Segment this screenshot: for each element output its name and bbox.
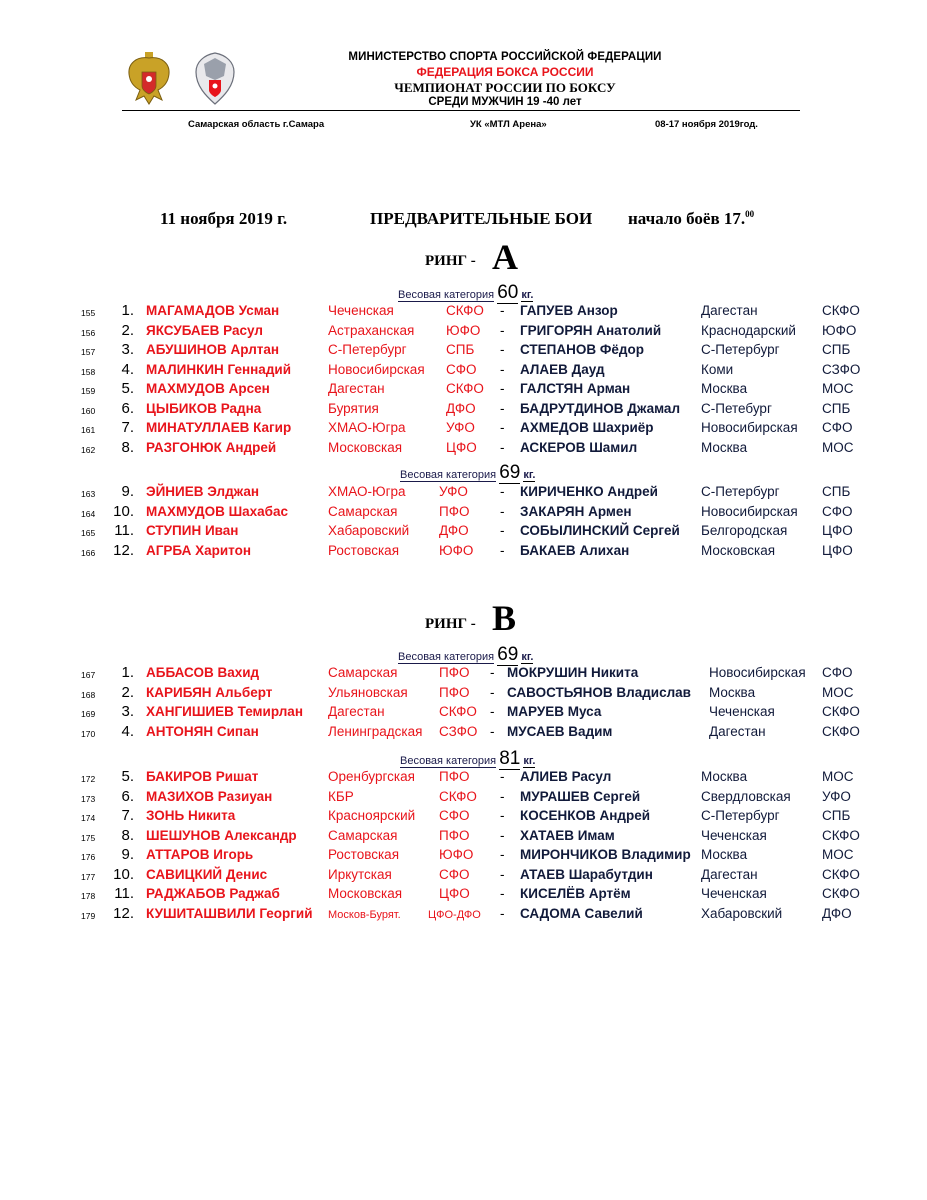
stage-title: ПРЕДВАРИТЕЛЬНЫЕ БОИ	[370, 209, 593, 228]
bout-blue-fd: СФО	[822, 665, 853, 680]
bout-dash: -	[490, 665, 495, 680]
bout-row	[0, 401, 927, 420]
bout-red-fd: УФО	[446, 420, 475, 435]
bout-n: 1.	[121, 664, 134, 681]
bout-n: 11.	[114, 885, 134, 902]
bout-dash: -	[500, 420, 505, 435]
bout-row	[0, 847, 927, 866]
bout-dash: -	[500, 808, 505, 823]
bout-no: 156	[81, 327, 96, 338]
bout-dash: -	[500, 484, 505, 499]
bout-no: 170	[81, 728, 96, 739]
bout-red-region: Ульяновская	[328, 684, 408, 700]
bout-red-region: Чеченская	[328, 303, 394, 318]
bout-blue-region: Москва	[701, 847, 748, 862]
bout-dash: -	[500, 542, 505, 558]
bout-blue: КИРИЧЕНКО Андрей	[520, 484, 658, 499]
bout-red: МАХМУДОВ Арсен	[146, 381, 270, 396]
start-time: начало боёв 17.00	[628, 209, 755, 228]
bout-row	[0, 362, 927, 381]
bout-red-fd: СКФО	[446, 303, 484, 318]
bout-blue-region: Москва	[709, 684, 756, 700]
bout-row	[0, 789, 927, 808]
bout-dash: -	[500, 303, 505, 318]
bout-blue-region: Коми	[701, 361, 734, 377]
bout-red-fd: ПФО	[439, 665, 470, 680]
bout-red-region: Самарская	[328, 665, 398, 680]
bout-blue-fd: МОС	[822, 381, 854, 396]
bout-red-region: С-Петербург	[328, 342, 407, 357]
bout-blue: АЛАЕВ Дауд	[520, 361, 605, 377]
bout-red: ЗОНЬ Никита	[146, 808, 236, 823]
bout-dash: -	[500, 523, 505, 538]
bout-red: КАРИБЯН Альберт	[146, 684, 273, 700]
bout-red: ЦЫБИКОВ Радна	[146, 400, 262, 416]
bout-blue: ГАПУЕВ Анзор	[520, 303, 618, 318]
bout-red-region: КБР	[328, 788, 354, 804]
bout-dash: -	[490, 723, 495, 739]
bout-no: 162	[81, 444, 96, 455]
bout-dash: -	[500, 322, 505, 338]
bout-n: 7.	[121, 807, 134, 824]
bout-blue: МОКРУШИН Никита	[507, 665, 639, 680]
bout-red-fd: ДФО	[446, 400, 476, 416]
category-title: СРЕДИ МУЖЧИН 19 -40 лет	[428, 96, 582, 108]
bout-n: 6.	[121, 399, 134, 417]
bout-red-region: Оренбургская	[328, 769, 415, 784]
bout-red: ЭЙНИЕВ Элджан	[146, 484, 260, 499]
bout-no: 177	[81, 871, 96, 882]
bout-row	[0, 828, 927, 847]
bout-red-region: Новосибирская	[328, 361, 425, 377]
bout-no: 178	[81, 891, 96, 901]
bout-red-region: Московская	[328, 886, 403, 901]
bout-red-fd: СФО	[439, 866, 470, 882]
bout-n: 2.	[121, 321, 134, 339]
bout-n: 10.	[113, 502, 134, 520]
bout-red-fd: СКФО	[439, 704, 477, 719]
bout-red: МАХМУДОВ Шахабас	[146, 503, 289, 519]
bout-red-region: ХМАО-Югра	[328, 420, 406, 435]
bout-blue-region: Новосибирская	[701, 503, 798, 519]
bout-no: 157	[81, 347, 96, 357]
bout-blue: МУРАШЕВ Сергей	[520, 788, 641, 804]
bout-red-region: Дагестан	[328, 704, 385, 719]
bout-red-region: Самарская	[328, 503, 398, 519]
bout-row	[0, 886, 927, 905]
bout-row	[0, 704, 927, 723]
bout-blue-fd: СПБ	[822, 808, 851, 823]
bout-red: МАЛИНКИН Геннадий	[146, 361, 291, 377]
event-dates: 08-17 ноября 2019год.	[655, 119, 758, 130]
bout-row	[0, 484, 927, 503]
bout-red-region: Москов-Бурят.	[328, 908, 401, 921]
bout-red-region: Ленинградская	[328, 723, 423, 739]
bout-blue-fd: СПБ	[822, 400, 851, 416]
bout-blue-fd: СКФО	[822, 704, 860, 719]
bout-red: МАЗИХОВ Разиуан	[146, 788, 273, 804]
bout-red-region: Дагестан	[328, 381, 385, 396]
bout-blue-region: Свердловская	[701, 788, 791, 804]
bout-blue: ЗАКАРЯН Армен	[520, 503, 632, 519]
bout-n: 9.	[121, 846, 134, 863]
bout-blue: САВОСТЬЯНОВ Владислав	[507, 684, 691, 700]
bout-red: БАКИРОВ Ришат	[146, 769, 259, 784]
bout-red-fd: УФО	[439, 484, 468, 499]
bout-red-fd: СЗФО	[439, 723, 478, 739]
bout-no: 155	[81, 308, 96, 318]
bout-blue: КОСЕНКОВ Андрей	[520, 808, 651, 823]
bout-blue-region: С-Петербург	[701, 484, 780, 499]
bout-red-fd: ЦФО-ДФО	[428, 908, 481, 921]
bout-no: 161	[81, 425, 96, 435]
bout-red: АГРБА Харитон	[146, 542, 251, 558]
bout-red-region: Ростовская	[328, 847, 400, 862]
bout-row	[0, 543, 927, 562]
bout-blue-region: Краснодарский	[701, 322, 796, 338]
bout-row	[0, 440, 927, 459]
championship-title: ЧЕМПИОНАТ РОССИИ ПО БОКСУ	[394, 80, 616, 95]
bout-red-region: Иркутская	[328, 866, 392, 882]
bout-blue-fd: СКФО	[822, 866, 860, 882]
bout-blue: ХАТАЕВ Имам	[520, 827, 615, 843]
bout-blue-fd: МОС	[822, 439, 854, 455]
bout-red: АТТАРОВ Игорь	[146, 847, 254, 862]
bout-row	[0, 724, 927, 743]
bout-row	[0, 808, 927, 827]
bout-blue-region: Белгородская	[701, 523, 788, 538]
ministry-title: МИНИСТЕРСТВО СПОРТА РОССИЙСКОЙ ФЕДЕРАЦИИ	[348, 51, 662, 63]
bout-row	[0, 906, 927, 925]
bout-red-fd: ЦФО	[439, 886, 470, 901]
bout-n: 11.	[114, 522, 134, 539]
bout-no: 159	[81, 386, 96, 396]
day-date: 11 ноября 2019 г.	[160, 209, 288, 228]
bout-row	[0, 504, 927, 523]
bout-red-region: Ростовская	[328, 542, 400, 558]
bout-no: 169	[81, 709, 96, 719]
bout-n: 8.	[121, 438, 134, 456]
bout-blue-region: Новосибирская	[701, 420, 798, 435]
bout-blue: МИРОНЧИКОВ Владимир	[520, 847, 691, 862]
bout-blue: САДОМА Савелий	[520, 905, 643, 921]
bout-red-fd: ДФО	[439, 523, 469, 538]
bout-dash: -	[490, 704, 495, 719]
bout-blue-fd: СКФО	[822, 886, 860, 901]
bout-n: 6.	[121, 787, 134, 805]
bout-blue-fd: СЗФО	[822, 361, 861, 377]
bout-blue-region: Москва	[701, 769, 748, 784]
bout-blue-region: Новосибирская	[709, 665, 806, 680]
bout-blue: АСКЕРОВ Шамил	[520, 439, 638, 455]
bout-n: 10.	[113, 865, 134, 883]
bout-blue-fd: МОС	[822, 847, 854, 862]
bout-blue-fd: ЦФО	[822, 523, 853, 538]
bout-blue: БАКАЕВ Алихан	[520, 542, 630, 558]
bout-n: 4.	[121, 722, 134, 740]
bout-row	[0, 342, 927, 361]
bout-n: 7.	[121, 419, 134, 436]
bout-red: МИНАТУЛЛАЕВ Кагир	[146, 420, 292, 435]
bout-dash: -	[490, 684, 495, 700]
bout-row	[0, 867, 927, 886]
bout-red-region: Бурятия	[328, 400, 379, 416]
bout-red-fd: СПБ	[446, 342, 475, 357]
bout-blue-region: С-Петербург	[701, 342, 780, 357]
bout-no: 179	[81, 910, 96, 921]
bout-row	[0, 420, 927, 439]
bout-blue-region: Чеченская	[701, 827, 767, 843]
bout-blue-region: С-Петебург	[701, 400, 772, 416]
federation-title: ФЕДЕРАЦИЯ БОКСА РОССИИ	[416, 65, 594, 79]
bout-red-fd: ПФО	[439, 503, 470, 519]
bout-blue-region: Дагестан	[701, 866, 758, 882]
bout-blue: МАРУЕВ Муса	[507, 704, 602, 719]
bout-red-region: Хабаровский	[328, 523, 410, 538]
bout-red: КУШИТАШВИЛИ Георгий	[146, 905, 313, 921]
bout-blue: СТЕПАНОВ Фёдор	[520, 342, 644, 357]
bout-no: 172	[81, 774, 96, 784]
bout-row	[0, 685, 927, 704]
russia-coat-of-arms-icon	[126, 50, 172, 108]
bout-dash: -	[500, 905, 505, 921]
bout-blue-fd: СПБ	[822, 484, 851, 499]
boxing-federation-emblem-icon	[192, 50, 238, 108]
bout-no: 166	[81, 547, 96, 558]
bout-red: ЯКСУБАЕВ Расул	[146, 322, 263, 338]
bout-blue: ГРИГОРЯН Анатолий	[520, 322, 662, 338]
bout-no: 160	[81, 405, 96, 416]
weight-category-ring-a-1: Весовая категория 60 кг.	[398, 282, 534, 303]
bout-blue-region: Дагестан	[701, 303, 758, 318]
venue: УК «МТЛ Арена»	[470, 119, 547, 130]
bout-blue: АЛИЕВ Расул	[520, 769, 612, 784]
bout-n: 2.	[121, 683, 134, 701]
bout-blue-fd: УФО	[822, 788, 851, 804]
bout-row	[0, 323, 927, 342]
bout-red: АБУШИНОВ Арлтан	[146, 342, 280, 357]
bout-blue-region: Хабаровский	[701, 905, 783, 921]
bout-n: 5.	[121, 768, 134, 785]
bout-red-fd: СФО	[446, 361, 477, 377]
bout-red-fd: ЮФО	[446, 322, 481, 338]
weight-category-ring-b-1: Весовая категория 69 кг.	[398, 644, 534, 665]
bout-blue-fd: СФО	[822, 420, 853, 435]
bout-dash: -	[500, 400, 505, 416]
bout-blue-region: Москва	[701, 439, 748, 455]
bout-blue-region: Чеченская	[709, 704, 775, 719]
bout-red-fd: ЦФО	[446, 439, 477, 455]
bout-red: АББАСОВ Вахид	[146, 665, 260, 680]
bout-blue-fd: СКФО	[822, 723, 860, 739]
weight-category-ring-b-2: Весовая категория 81 кг.	[400, 748, 536, 769]
bout-dash: -	[500, 886, 505, 901]
bout-blue-fd: СКФО	[822, 827, 860, 843]
bout-blue-fd: МОС	[822, 769, 854, 784]
bout-dash: -	[500, 847, 505, 862]
bout-blue-fd: ЮФО	[822, 322, 857, 338]
bout-dash: -	[500, 788, 505, 804]
bout-red-fd: СКФО	[446, 381, 484, 396]
bout-blue-region: С-Петербург	[701, 808, 780, 823]
bout-red: МАГАМАДОВ Усман	[146, 303, 280, 318]
bout-red: САВИЦКИЙ Денис	[146, 866, 268, 882]
bout-no: 165	[81, 528, 96, 538]
bout-row	[0, 665, 927, 684]
bout-red-fd: СФО	[439, 808, 470, 823]
bout-row	[0, 523, 927, 542]
bout-dash: -	[500, 503, 505, 519]
bout-red-fd: ПФО	[439, 684, 470, 700]
bout-red: РАЗГОНЮК Андрей	[146, 439, 277, 455]
bout-dash: -	[500, 827, 505, 843]
bout-no: 173	[81, 793, 96, 804]
bout-blue: КИСЕЛЁВ Артём	[520, 886, 631, 901]
bout-red-fd: ПФО	[439, 827, 470, 843]
bout-n: 1.	[121, 302, 134, 319]
bout-no: 164	[81, 508, 96, 519]
bout-dash: -	[500, 361, 505, 377]
bout-red-fd: ЮФО	[439, 542, 474, 558]
bout-dash: -	[500, 866, 505, 882]
bout-blue-fd: МОС	[822, 684, 854, 700]
bout-n: 12.	[113, 541, 134, 559]
bout-blue-fd: СКФО	[822, 303, 860, 318]
bout-n: 3.	[121, 341, 134, 358]
bout-no: 175	[81, 832, 96, 843]
bout-blue-fd: СПБ	[822, 342, 851, 357]
bout-red: СТУПИН Иван	[146, 523, 239, 538]
bout-red-region: ХМАО-Югра	[328, 484, 406, 499]
header-divider	[122, 110, 800, 111]
weight-category-ring-a-2: Весовая категория 69 кг.	[400, 462, 536, 483]
bout-n: 9.	[121, 483, 134, 500]
bout-blue-fd: ЦФО	[822, 542, 853, 558]
bout-red-region: Самарская	[328, 827, 398, 843]
bout-red: ХАНГИШИЕВ Темирлан	[146, 704, 303, 719]
bout-red-fd: ПФО	[439, 769, 470, 784]
bout-n: 3.	[121, 703, 134, 720]
bout-no: 158	[81, 366, 96, 377]
bout-blue: МУСАЕВ Вадим	[507, 723, 613, 739]
bout-red-region: Астраханская	[328, 322, 415, 338]
bout-red-region: Красноярский	[328, 808, 416, 823]
location: Самарская область г.Самара	[188, 119, 325, 130]
bout-blue: АТАЕВ Шарабутдин	[520, 866, 653, 882]
bout-red-fd: ЮФО	[439, 847, 474, 862]
bout-no: 176	[81, 852, 96, 862]
bout-no: 163	[81, 489, 96, 499]
bout-blue: СОБЫЛИНСКИЙ Сергей	[520, 523, 680, 538]
bout-dash: -	[500, 769, 505, 784]
bout-n: 5.	[121, 380, 134, 397]
bout-n: 8.	[121, 826, 134, 844]
bout-n: 4.	[121, 360, 134, 378]
bout-row	[0, 769, 927, 788]
bout-no: 174	[81, 813, 96, 823]
bout-red: РАДЖАБОВ Раджаб	[146, 886, 280, 901]
bout-red: АНТОНЯН Сипан	[146, 723, 259, 739]
bout-red-fd: СКФО	[439, 788, 477, 804]
bout-blue: ГАЛСТЯН Арман	[520, 381, 631, 396]
bout-blue: АХМЕДОВ Шахриёр	[520, 420, 654, 435]
bout-dash: -	[500, 342, 505, 357]
bout-red: ШЕШУНОВ Александр	[146, 827, 297, 843]
bout-blue-region: Москва	[701, 381, 748, 396]
bout-blue-region: Московская	[701, 542, 776, 558]
bout-blue-region: Дагестан	[709, 723, 766, 739]
bout-no: 167	[81, 670, 96, 680]
bout-dash: -	[500, 381, 505, 396]
bout-row	[0, 381, 927, 400]
bout-blue-region: Чеченская	[701, 886, 767, 901]
bout-red-region: Московская	[328, 439, 403, 455]
bout-dash: -	[500, 439, 505, 455]
bout-blue-fd: ДФО	[822, 905, 852, 921]
bout-blue: БАДРУТДИНОВ Джамал	[520, 400, 681, 416]
bout-no: 168	[81, 689, 96, 700]
bout-row	[0, 303, 927, 322]
bout-blue-fd: СФО	[822, 503, 853, 519]
bout-n: 12.	[113, 904, 134, 922]
